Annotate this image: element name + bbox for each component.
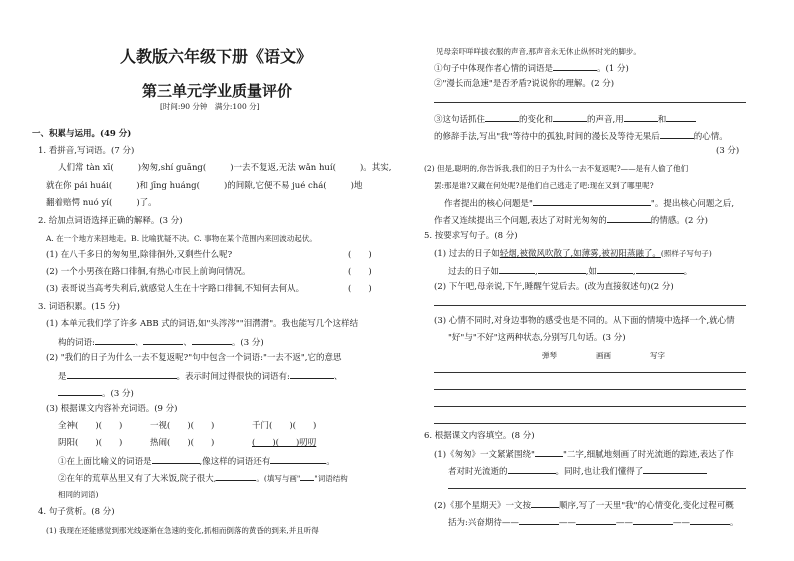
q3-group-2b: 热闹( )( )	[150, 438, 215, 448]
right-column	[424, 0, 766, 561]
q3-2-line-b: 是 。表示时间过得很快的词语有: 、	[58, 372, 343, 382]
q6-1-line-b: 者对时光流逝的 。同时,也让我们懂得了	[448, 465, 707, 478]
left-column	[32, 0, 392, 561]
q1-heading: 1. 看拼音,写词语。(7 分)	[38, 146, 135, 156]
q4-2-line-b: 罢:那是谁?又藏在何处呢?是他们自己逃走了吧:现在又到了哪里呢?	[434, 181, 654, 190]
q3-group-1b: 一视( )( )	[150, 421, 215, 431]
answer-line[interactable]	[434, 423, 746, 424]
q3-1-line-a: (1) 本单元我们学了许多 ABB 式的词语,如"头涔涔""泪潸潸"。我也能写几个这样结	[46, 319, 359, 329]
q2-answer-2[interactable]: ( )	[348, 267, 372, 277]
q5-option-3: 写字	[650, 351, 665, 360]
q3-3-item-2-cont: 相同的词语)	[58, 490, 99, 499]
q3-3-item-1: ①在上面比喻义的词语是 ,像这样的词语还有 。	[58, 457, 335, 467]
q4-1-sub-3-score: (3 分)	[716, 146, 740, 156]
q6-heading: 6. 根据课文内容填空。(8 分)	[424, 431, 535, 441]
q2-heading: 2. 给加点词语选择正确的解释。(3 分)	[38, 216, 183, 226]
q6-1-line-a: (1)《匆匆》一文紧紧围绕" "二字,细腻地刻画了时光流逝的踪迹,表达了作	[434, 450, 734, 460]
time-info: [时间:90 分钟 满分:100 分]	[160, 102, 260, 111]
q3-2-line-a: (2) "我们的日子为什么一去不复返呢?"句中包含一个词语:"一去不返",它的意思	[46, 353, 342, 363]
q4-1-sub-3-cont: 的修辞手法,写出"我"等待中的孤独,时间的漫长及等待无果后 的心情。	[434, 132, 728, 142]
page-title: 人教版六年级下册《语文》	[120, 47, 313, 66]
q6-2-line-a: (2)《那个星期天》一文按 顺序,写了一天里"我"的心情变化,变化过程可概	[434, 501, 734, 511]
answer-line[interactable]	[434, 372, 746, 373]
q5-1-line-b: 过去的日子如 , ,如 , 。	[448, 267, 693, 277]
q4-2-line-d: 作者又连续提出三个问题,表达了对时光匆匆的 的情感。(2 分)	[434, 216, 708, 226]
q1-line-2: 就在你 pái huái( )和 jīng huáng( )的间隙,它便不易 jué chá( )地	[46, 181, 363, 191]
q1-line-3: 翻着赔愕 nuó yí( )了。	[46, 198, 157, 208]
q3-3-heading: (3) 根据课文内容补充词语。(9 分)	[46, 404, 178, 414]
q5-3-line-a: (3) 心情不同时,对身边事物的感受也是不同的。从下面的情境中选择一个,就心情	[434, 316, 735, 326]
q5-heading: 5. 按要求写句子。(8 分)	[424, 231, 518, 241]
answer-line[interactable]	[434, 102, 746, 103]
q3-group-2c: ( )( )叨叨	[252, 438, 317, 448]
q4-1-sub-1: ①句子中体现作者心情的词语是 。(1 分)	[434, 64, 629, 74]
q5-option-1: 弹琴	[542, 351, 557, 360]
q2-item-3: (3) 表哥说当高考失利后,就感觉人生在十字路口徘徊,不知何去何从。	[46, 284, 305, 294]
q5-1-line-a: (1) 过去的日子如轻烟,被微风吹散了,如薄雾,被初阳蒸融了。(照样子写句子)	[434, 249, 712, 259]
q2-answer-3[interactable]: ( )	[348, 284, 372, 294]
q3-group-1a: 全神( )( )	[58, 421, 123, 431]
q2-answer-1[interactable]: ( )	[348, 250, 372, 260]
answer-line[interactable]	[434, 406, 746, 407]
page-subtitle: 第三单元学业质量评价	[142, 82, 293, 100]
q4-1-sub-2: ②"漫长而急速"是否矛盾?说说你的理解。(2 分)	[434, 79, 615, 89]
q2-options: A. 在一个地方来回地走。B. 比喻犹疑不决。C. 事物在某个范围内来回波动起伏。	[46, 234, 317, 243]
answer-line[interactable]	[434, 389, 746, 390]
q3-group-1c: 千门( )( )	[252, 421, 317, 431]
q4-1-line: (1) 我现在还能感觉到那光线逐渐在急速的变化,抓相而倒落的黄昏的到来,并且听得	[46, 526, 319, 535]
q5-option-2: 画画	[596, 351, 611, 360]
q4-1-sub-3: ③这句话抓住 的变化和 的声音,用 和	[434, 113, 696, 126]
q6-2-line-b: 括为:兴奋期待—— —— —— —— 。	[448, 518, 739, 528]
q3-group-2a: 阴阳( )( )	[58, 438, 123, 448]
q3-heading: 3. 词语积累。(15 分)	[38, 302, 120, 312]
q4-2-line-a: (2) 但是,聪明的,你告诉我,我们的日子为什么一去不复返呢?——是有人偷了他们	[424, 164, 689, 173]
q3-2-line-c: 。(3 分)	[58, 387, 134, 400]
q5-2-line: (2) 下午吧,母亲说,下午,睡醒午觉后去。(改为直接叙述句)(2 分)	[434, 282, 674, 292]
q4-1-cont: 见母亲吓咩咩拔衣服的声音,那声音永无休止纵怀时光的脚步。	[436, 47, 641, 56]
q3-3-item-2: ②在年的荒草丛里又有了大米饭,院子很大, 。(填写与画" "词语结构	[58, 474, 348, 484]
q2-item-2: (2) 一个小男孩在路口徘徊,有热心市民上前询问情况。	[46, 267, 251, 277]
q5-3-line-b: "好"与"不好"这两种状态,分别写几句话。(3 分)	[448, 333, 626, 343]
q1-line-1: 人们常 tàn xī( )匆匆,shí guāng( )一去不复返,无法 wǎn huí( )。其实,	[58, 163, 392, 173]
answer-line[interactable]	[448, 488, 746, 489]
q2-item-1: (1) 在八千多日的匆匆里,除徘徊外,又剩些什么呢?	[46, 250, 233, 260]
q3-1-line-b: 构的词语: 、 、 。(3 分)	[58, 338, 264, 348]
section-1-heading: 一、积累与运用。(49 分)	[32, 129, 132, 139]
q4-heading: 4. 句子赏析。(8 分)	[38, 507, 115, 517]
answer-line[interactable]	[434, 305, 746, 306]
q4-2-line-c: 作者提出的核心问题是" "。提出核心问题之后,	[444, 199, 735, 209]
